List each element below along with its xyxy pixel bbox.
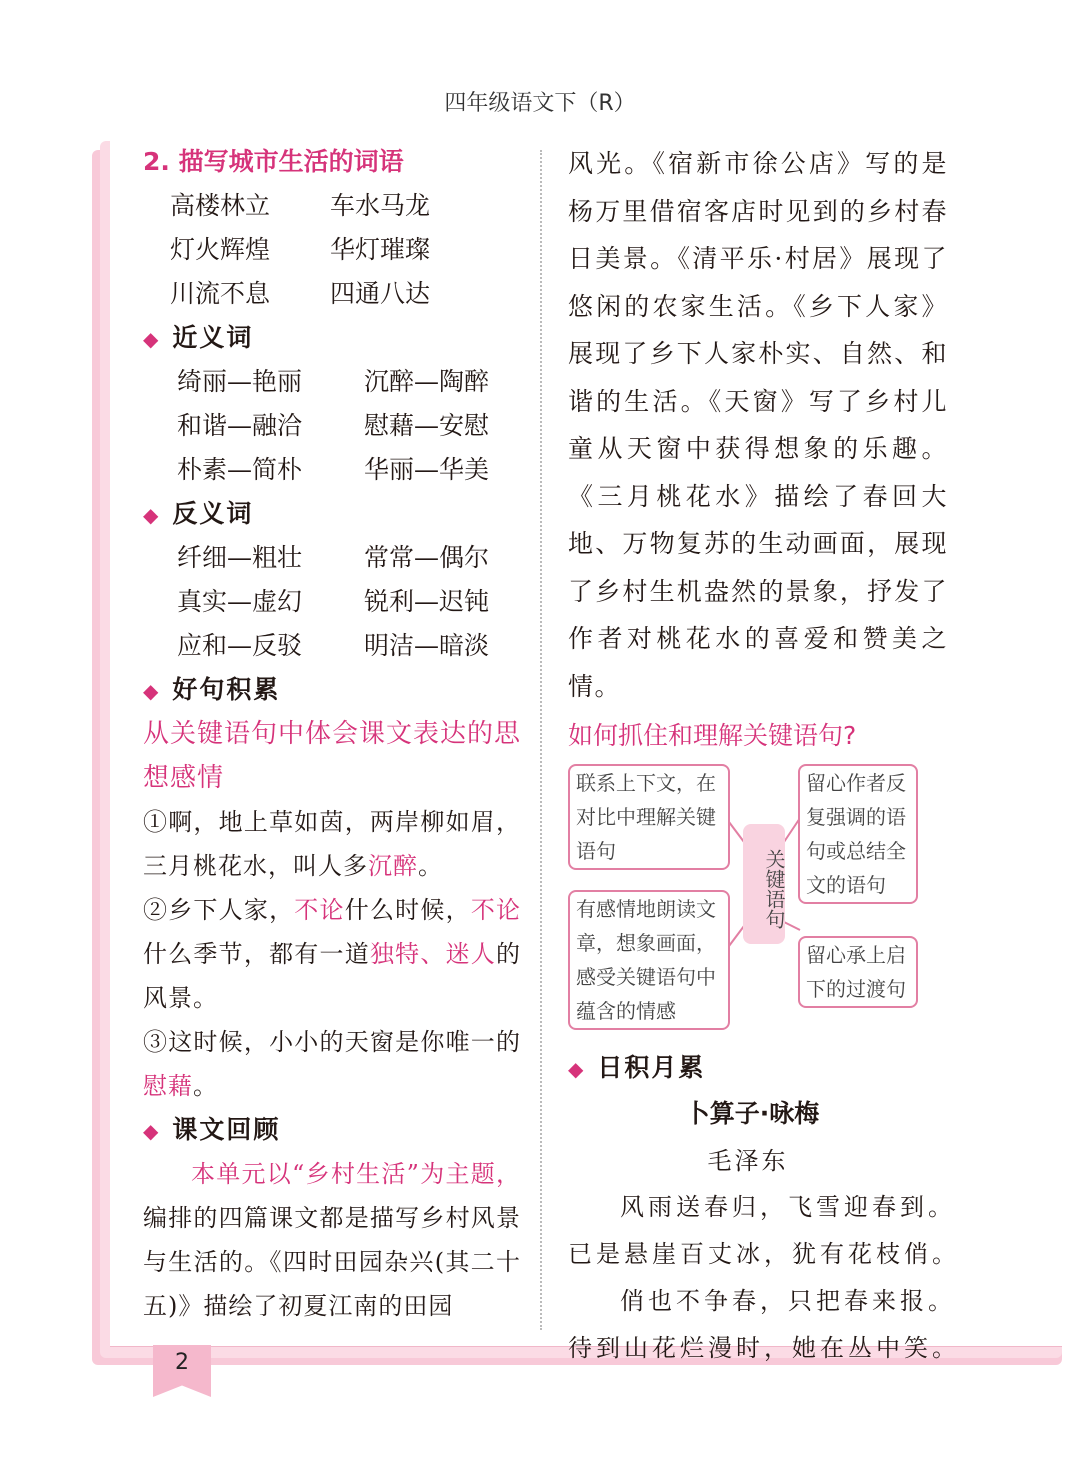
- highlight-word: 独特、迷人: [369, 940, 497, 968]
- diamond-icon: ◆: [568, 1057, 586, 1081]
- synonym-pair: 朴素—简朴: [177, 455, 303, 484]
- column-divider: [540, 150, 542, 1330]
- synonyms-heading: [143, 316, 521, 360]
- city-word: 灯火辉煌: [170, 235, 271, 264]
- antonym-pair: 锐利—迟钝: [364, 587, 490, 616]
- highlight-word: 不论: [470, 896, 522, 924]
- synonyms-title: 近义词: [172, 323, 254, 352]
- sentence-text: 。: [418, 852, 443, 880]
- sentence-text: 的风景。: [143, 940, 522, 1012]
- box-context: 联系上下文，在对比中理解关键语句: [568, 764, 730, 870]
- city-words-list: [143, 184, 521, 316]
- left-column: [143, 140, 521, 1328]
- synonym-pair: 和谐—融洽: [177, 411, 303, 440]
- poem-line: 已是悬崖百丈冰，犹有花枝俏。: [568, 1240, 960, 1268]
- daily-heading: [568, 1046, 948, 1090]
- sentences-title: 好句积累: [172, 675, 281, 704]
- poem-title: 卜算子·咏梅: [684, 1099, 820, 1128]
- question-title: 如何抓住和理解关键语句?: [568, 721, 857, 750]
- antonyms-heading: [143, 492, 521, 536]
- sentences-heading: [143, 668, 521, 712]
- right-column: [568, 140, 960, 1372]
- synonym-pair: 慰藉—安慰: [364, 411, 490, 440]
- page-header: 四年级语文下（R）: [444, 91, 636, 116]
- sentence-text: 什么季节，都有一道: [143, 940, 370, 968]
- antonym-pair: 常常—偶尔: [364, 543, 490, 572]
- sentence-3: [143, 1020, 521, 1108]
- city-words-title: 2. 描写城市生活的词语: [143, 147, 404, 176]
- poem-line: 风雨送春归，飞雪迎春到。: [620, 1193, 956, 1221]
- review-highlight: 本单元以“乡村生活”为主题，: [191, 1160, 521, 1188]
- diamond-icon: ◆: [143, 679, 161, 703]
- antonyms-list: [143, 536, 521, 668]
- review-text: 编排的四篇课文都是描写乡村风景与生活的。《四时田园杂兴(其二十五)》描绘了初夏江南的田园: [143, 1204, 521, 1320]
- highlight-word: 不论: [294, 896, 345, 924]
- synonym-pair: 沉醉—陶醉: [364, 367, 490, 396]
- box-read-aloud: 有感情地朗读文章，想象画面，感受关键语句中蕴含的情感: [568, 890, 730, 1030]
- review-title: 课文回顾: [172, 1115, 281, 1144]
- page-number: 2: [175, 1350, 189, 1375]
- diamond-icon: ◆: [143, 503, 161, 527]
- city-word: 川流不息: [170, 279, 271, 308]
- poem-line: 俏也不争春，只把春来报。: [620, 1287, 956, 1315]
- sentence-text: ②乡下人家，: [143, 896, 295, 924]
- box-repeated: 留心作者反复强调的语句或总结全文的语句: [798, 764, 918, 904]
- sentence-text: 什么时候，: [344, 896, 471, 924]
- sentence-text: 。: [193, 1072, 218, 1100]
- highlight-word: 沉醉: [368, 852, 418, 880]
- antonym-pair: 明洁—暗淡: [364, 631, 490, 660]
- city-word: 高楼林立: [170, 191, 271, 220]
- antonym-pair: 纤细—粗壮: [177, 543, 303, 572]
- city-word: 华灯璀璨: [330, 235, 431, 264]
- poem-author: 毛泽东: [707, 1147, 789, 1175]
- sentence-1: [143, 800, 521, 888]
- synonyms-list: [143, 360, 521, 492]
- diamond-icon: ◆: [143, 1119, 161, 1143]
- antonym-pair: 应和—反驳: [177, 631, 303, 660]
- synonym-pair: 华丽—华美: [364, 455, 490, 484]
- highlight-word: 慰藉: [143, 1072, 193, 1100]
- poem-line: 待到山花烂漫时，她在丛中笑。: [568, 1334, 960, 1362]
- review-heading: [143, 1108, 521, 1152]
- box-transition: 留心承上启下的过渡句: [798, 936, 918, 1008]
- review-continued: 风光。《宿新市徐公店》写的是杨万里借宿客店时见到的乡村春日美景。《清平乐·村居》展现了悠闲的农家生活。《乡下人家》展现了乡下人家朴实、自然、和谐的生活。《天窗》写了乡村儿童从天窗中获得想象的乐趣。《三月桃花水》描绘了春回大地、万物复苏的生动画面，展现了乡村生机盎然的景象，抒发了作者对桃花水的喜爱和赞美之情。: [568, 149, 948, 701]
- sentence-text: ①啊，地上草如茵，两岸柳如眉，三月桃花水，叫人多: [143, 808, 521, 880]
- city-word: 车水马龙: [330, 191, 431, 220]
- review-paragraph: [143, 1152, 521, 1328]
- sentence-text: ③这时候，小小的天窗是你唯一的: [143, 1028, 521, 1056]
- sentence-2: [143, 888, 521, 1020]
- sentences-subtitle: 从关键语句中体会课文表达的思想感情: [143, 719, 522, 793]
- diagram-center: 关键语句: [743, 824, 785, 944]
- synonym-pair: 绮丽—艳丽: [177, 367, 303, 396]
- city-word: 四通八达: [330, 279, 431, 308]
- diamond-icon: ◆: [143, 327, 161, 351]
- antonym-pair: 真实—虚幻: [177, 587, 303, 616]
- daily-title: 日积月累: [597, 1053, 706, 1082]
- antonyms-title: 反义词: [172, 499, 254, 528]
- key-sentence-diagram: [568, 760, 948, 1036]
